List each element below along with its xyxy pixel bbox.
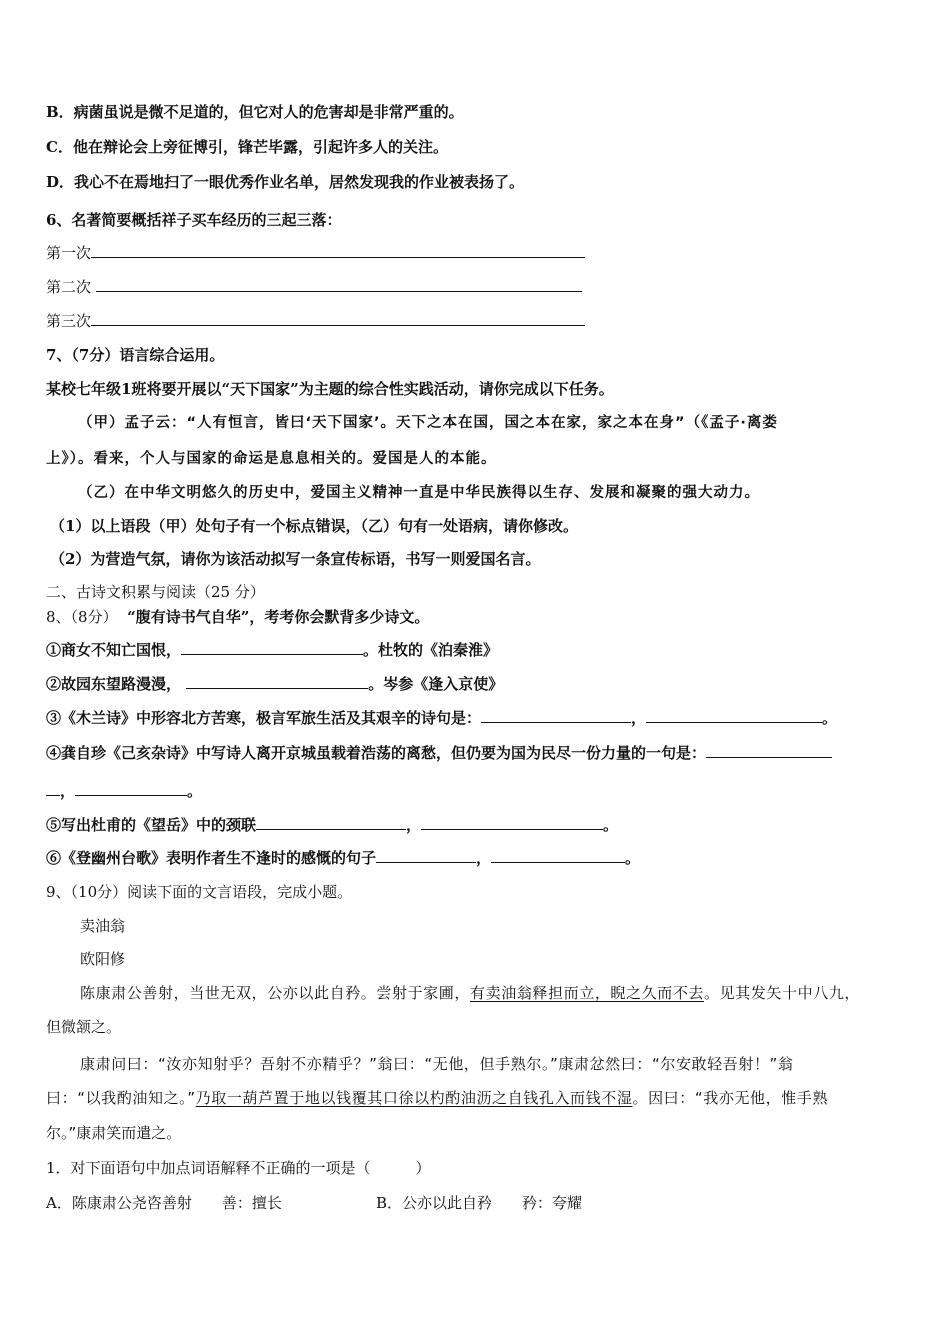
- q6-prompt: 6、名著简要概括祥子买车经历的三起三落：: [46, 211, 342, 229]
- q8-item-2: [46, 674, 503, 694]
- q9-sub-question-1: 1．对下面语句中加点词语解释不正确的一项是（ ）: [46, 1159, 431, 1177]
- answer-blank[interactable]: [186, 674, 368, 689]
- q8-item-2-source: 。岑参《逢入京使》: [368, 675, 504, 693]
- period: 。: [187, 782, 203, 800]
- q8-item-5-prompt: ⑤写出杜甫的《望岳》中的颈联: [46, 816, 257, 834]
- q8-title-score: 8、（8分）: [46, 608, 118, 626]
- passage-author: 欧阳修: [80, 950, 126, 968]
- period: 。: [822, 709, 838, 727]
- q8-item-6-prompt: ⑥《登幽州台歌》表明作者生不逢时的感慨的句子: [46, 849, 377, 867]
- underlined-sentence: 有卖油翁释担而立，睨之久而不去: [470, 984, 705, 1002]
- period: 。: [625, 849, 641, 867]
- answer-blank[interactable]: [75, 781, 187, 796]
- q5-option-c: C．他在辩论会上旁征博引，锋芒毕露，引起许多人的关注。: [46, 138, 448, 156]
- period: 。: [603, 816, 619, 834]
- q6-label-second: 第二次: [46, 278, 92, 296]
- q6-line-first: [46, 243, 585, 263]
- passage-title: 卖油翁: [80, 917, 126, 935]
- section-2-heading: 二、古诗文积累与阅读（25 分）: [46, 583, 265, 601]
- answer-blank[interactable]: [46, 781, 60, 796]
- q7-title: 7、（7分）语言综合运用。: [46, 346, 225, 364]
- answer-blank[interactable]: [91, 311, 585, 326]
- q7-intro: 某校七年级1班将要开展以“天下国家”为主题的综合性实践活动，请你完成以下任务。: [46, 380, 614, 398]
- q8-item-3: [46, 708, 837, 728]
- q8-item-5: [46, 815, 618, 835]
- passage-para-2-line2: [46, 1088, 828, 1108]
- passage-text: 。见其发矢十中八九，: [704, 984, 861, 1002]
- q8-item-4-cont: [46, 781, 202, 801]
- passage-text: 曰：“以我酌油知之。”: [46, 1089, 196, 1107]
- q5-option-b: B．病菌虽说是微不足道的，但它对人的危害却是非常严重的。: [46, 103, 464, 121]
- answer-blank[interactable]: [256, 815, 406, 830]
- q7-passage-jia-line1: （甲）孟子云：“人有恒言，皆曰‘天下国家’。天下之本在国，国之本在家，家之本在身”（《孟子·离娄: [78, 415, 778, 431]
- answer-blank[interactable]: [91, 243, 585, 258]
- q8-title: [46, 607, 429, 627]
- q8-item-6: [46, 848, 640, 868]
- passage-text: 。因曰：“我亦无他，惟手熟: [632, 1089, 829, 1107]
- q7-task-1: （1）以上语段（甲）处句子有一个标点错误，（乙）句有一处语病，请你修改。: [50, 517, 578, 535]
- answer-blank[interactable]: [491, 848, 625, 863]
- q8-item-4-prompt: ④龚自珍《己亥杂诗》中写诗人离开京城虽载着浩荡的离愁，但仍要为国为民尽一份力量的一句是：: [46, 744, 707, 762]
- q6-line-third: [46, 311, 585, 331]
- answer-blank[interactable]: [376, 848, 476, 863]
- q9-title: 9、（10分）阅读下面的文言语段，完成小题。: [46, 883, 353, 901]
- q6-label-third: 第三次: [46, 312, 92, 330]
- comma: ，: [476, 849, 492, 867]
- q7-passage-yi: （乙）在中华文明悠久的历史中，爱国主义精神一直是中华民族得以生存、发展和凝聚的强大动力。: [78, 485, 760, 501]
- q7-task-2: （2）为营造气氛，请你为该活动拟写一条宣传标语，书写一则爱国名言。: [50, 550, 541, 568]
- q9-option-a: A．陈康肃公尧咨善射 善：擅长: [46, 1194, 282, 1212]
- comma: ，: [406, 816, 422, 834]
- comma: ，: [60, 782, 76, 800]
- q7-passage-jia-line2: 上》）。看来，个人与国家的命运是息息相关的。爱国是人的本能。: [46, 451, 497, 467]
- q8-item-2-prompt: ②故园东望路漫漫，: [46, 675, 182, 693]
- passage-para-2: 康肃问曰：“汝亦知射乎？吾射不亦精乎？”翁曰：“无他，但手熟尔。”康肃忿然曰：“尔安敢轻吾射！”翁: [80, 1055, 794, 1073]
- passage-para-1: [80, 983, 860, 1003]
- q8-item-4: [46, 743, 832, 763]
- q8-item-1-source: 。杜牧的《泊秦淮》: [363, 641, 499, 659]
- answer-blank[interactable]: [421, 815, 603, 830]
- q8-item-1-prompt: ①商女不知亡国恨，: [46, 641, 182, 659]
- comma: ，: [631, 709, 647, 727]
- passage-para-1-cont: 但微颔之。: [46, 1018, 122, 1036]
- answer-blank[interactable]: [181, 640, 363, 655]
- q5-option-d: D．我心不在焉地扫了一眼优秀作业名单，居然发现我的作业被表扬了。: [46, 173, 525, 191]
- answer-blank[interactable]: [481, 708, 631, 723]
- answer-blank[interactable]: [706, 743, 832, 758]
- answer-blank[interactable]: [96, 277, 582, 292]
- q8-item-3-prompt: ③《木兰诗》中形容北方苦寒，极言军旅生活及其艰辛的诗句是：: [46, 709, 482, 727]
- q8-item-1: [46, 640, 498, 660]
- q6-line-second: [46, 277, 582, 297]
- q8-title-text: “腹有诗书气自华”，考考你会默背多少诗文。: [127, 608, 430, 626]
- q9-option-b: B．公亦以此自矜 矜：夸耀: [376, 1194, 583, 1212]
- underlined-sentence: 乃取一葫芦置于地以钱覆其口徐以杓酌油沥之自钱孔入而钱不湿: [195, 1089, 633, 1107]
- answer-blank[interactable]: [646, 708, 822, 723]
- passage-para-2-line3: 尔。”康肃笑而遣之。: [46, 1124, 182, 1142]
- q6-label-first: 第一次: [46, 244, 92, 262]
- passage-text: 陈康肃公善射，当世无双，公亦以此自矜。尝射于家圃，: [80, 984, 471, 1002]
